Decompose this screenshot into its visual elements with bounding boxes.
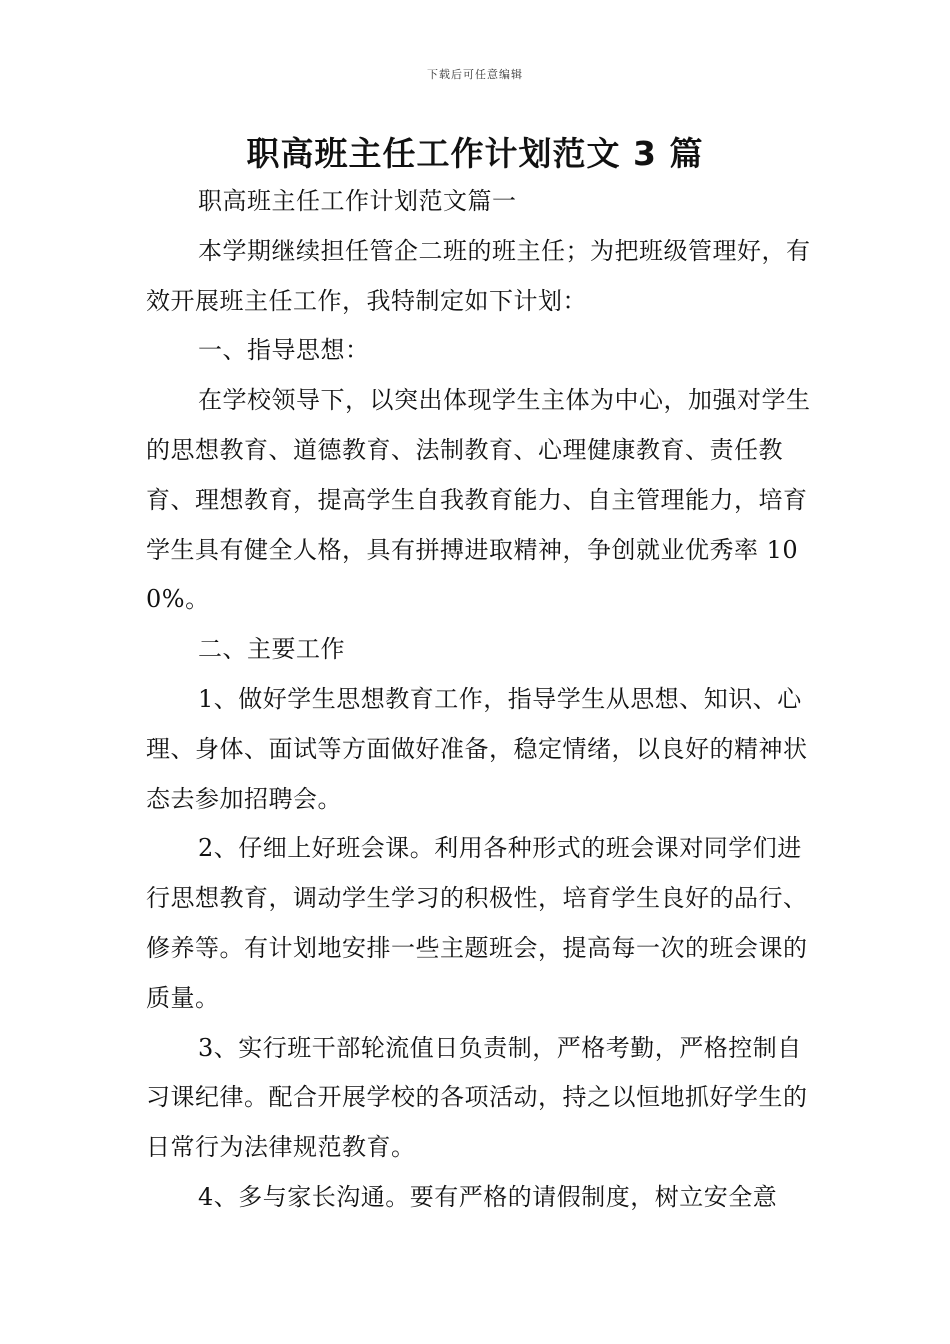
paragraph: 在学校领导下，以突出体现学生主体为中心，加强对学生的思想教育、道德教育、法制教育、心理健康教育、责任教育、理想教育，提高学生自我教育能力、自主管理能力，培育学生具有健全人格，具有拼搏进取精神，争创就业优秀率 100%。 [146, 386, 811, 614]
paragraph: 1、做好学生思想教育工作，指导学生从思想、知识、心理、身体、面试等方面做好准备，稳定情绪，以良好的精神状态去参加招聘会。 [146, 684, 808, 813]
paragraph: 4、多与家长沟通。要有严格的请假制度，树立安全意 [198, 1182, 778, 1211]
section-heading: 二、主要工作 [198, 635, 345, 664]
section-heading: 职高班主任工作计划范文篇一 [198, 187, 517, 215]
document-body [146, 177, 826, 1223]
paragraph: 2、仔细上好班会课。利用各种形式的班会课对同学们进行思想教育，调动学生学习的积极性，培育学生良好的品行、修养等。有计划地安排一些主题班会，提高每一次的班会课的质量。 [146, 834, 808, 1012]
document-title: 职高班主任工作计划范文 3 篇 [246, 134, 704, 173]
paragraph: 3、实行班干部轮流值日负责制，严格考勤，严格控制自习课纪律。配合开展学校的各项活动，持之以恒地抓好学生的日常行为法律规范教育。 [146, 1033, 808, 1162]
paragraph: 本学期继续担任管企二班的班主任；为把班级管理好，有效开展班主任工作，我特制定如下计划： [146, 236, 811, 315]
section-heading: 一、指导思想： [198, 336, 370, 365]
header-note: 下载后可任意编辑 [427, 68, 523, 81]
